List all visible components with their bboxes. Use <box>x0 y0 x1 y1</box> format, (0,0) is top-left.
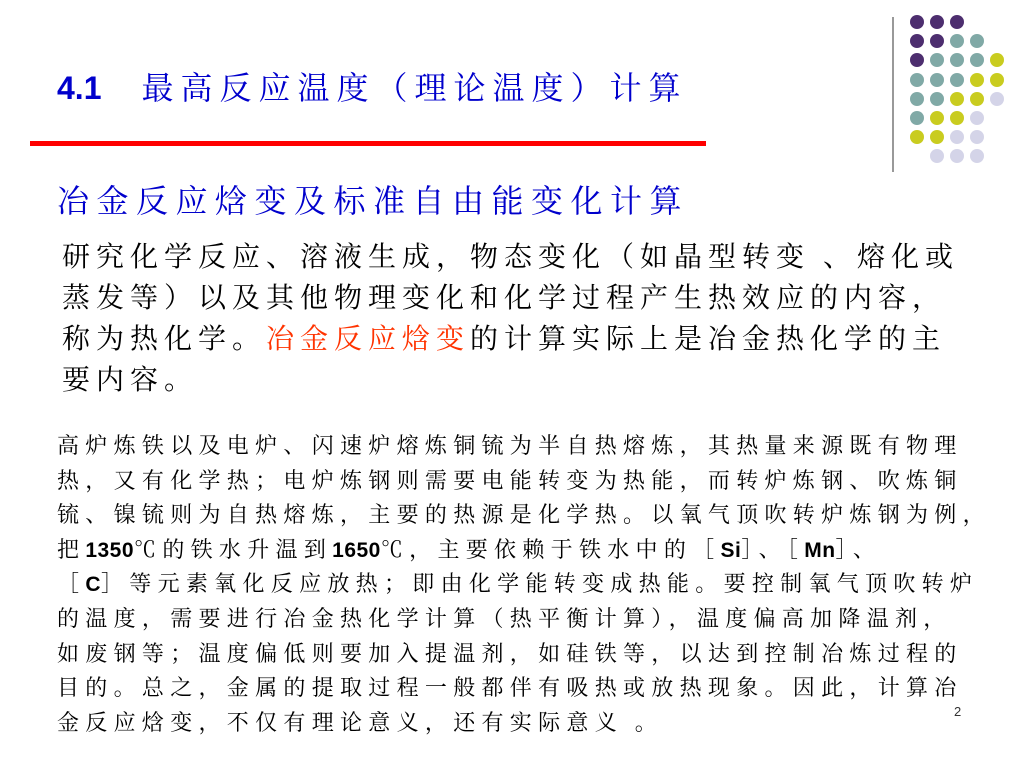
element-symbol: C <box>85 573 101 597</box>
decor-dot-teal <box>950 34 964 48</box>
paragraph-line <box>62 278 959 319</box>
decor-dot-teal <box>910 92 924 106</box>
decor-dot-purple <box>910 53 924 67</box>
element-symbol: Mn <box>804 538 836 562</box>
temperature-value: 1650 <box>332 538 381 562</box>
decor-dot-grid <box>910 15 1004 165</box>
decor-dot-purple <box>930 15 944 29</box>
decor-dot-lavender <box>950 130 964 144</box>
decor-dot-teal <box>910 73 924 87</box>
page-number: 2 <box>954 704 962 719</box>
decor-divider <box>892 17 894 172</box>
decor-dot-teal <box>950 73 964 87</box>
paragraph-line <box>62 237 959 278</box>
text-run: 把 <box>57 536 86 562</box>
decor-dot-yellow <box>930 130 944 144</box>
title-text: 最高反应温度（理论温度）计算 <box>141 70 688 106</box>
decor-dot-yellow <box>970 92 984 106</box>
text-run: 称为热化学。 <box>62 324 267 355</box>
section-number: 4.1 <box>57 70 102 106</box>
text-run: 锍、镍锍则为自热熔炼，主要的热源是化学热。以氧气顶吹转炉炼钢为例， <box>57 502 991 528</box>
text-run: 如废钢等；温度偏低则要加入提温剂，如硅铁等，以达到控制冶炼过程的 <box>57 640 963 666</box>
decor-dot-lavender <box>970 111 984 125</box>
paragraph-line <box>57 498 991 533</box>
title-underline <box>30 141 706 146</box>
text-run: 高炉炼铁以及电炉、闪速炉熔炼铜锍为半自热熔炼，其热量来源既有物理 <box>57 433 963 458</box>
paragraph-line <box>62 319 959 360</box>
decor-dot-purple <box>910 15 924 29</box>
slide-title <box>57 66 688 110</box>
text-run: 蒸发等）以及其他物理变化和化学过程产生热效应的内容， <box>62 283 947 314</box>
text-run: 的计算实际上是冶金热化学的主 <box>470 324 947 355</box>
highlighted-term: 冶金反应焓变 <box>266 324 471 355</box>
paragraph-line <box>57 671 991 706</box>
element-symbol: Si <box>720 538 742 562</box>
decor-dot-yellow <box>950 92 964 106</box>
decor-dot-teal <box>970 34 984 48</box>
slide-subtitle: 冶金反应焓变及标准自由能变化计算 <box>57 183 690 219</box>
decor-dot-yellow <box>950 111 964 125</box>
text-run: 金反应焓变，不仅有理论意义，还有实际意义 。 <box>57 709 664 735</box>
decor-dot-yellow <box>970 73 984 87</box>
intro-paragraph <box>62 237 959 401</box>
decor-dot-purple <box>910 34 924 48</box>
decor-dot-yellow <box>910 130 924 144</box>
decor-dot-teal <box>930 73 944 87</box>
decor-dot-teal <box>950 53 964 67</box>
paragraph-line <box>62 360 959 401</box>
text-run: 热，又有化学热；电炉炼钢则需要电能转变为热能，而转炉炼钢、吹炼铜 <box>57 467 963 493</box>
text-run: ］、 <box>835 536 882 562</box>
decor-dot-teal <box>930 92 944 106</box>
text-run: 的温度，需要进行冶金热化学计算（热平衡计算），温度偏高加降温剂， <box>57 605 952 631</box>
decor-dot-lavender <box>970 130 984 144</box>
decor-dot-yellow <box>990 53 1004 67</box>
paragraph-line <box>57 602 991 637</box>
text-run: ℃的铁水升温到 <box>134 536 333 562</box>
decor-dot-yellow <box>990 73 1004 87</box>
decor-dot-purple <box>930 34 944 48</box>
paragraph-line <box>57 706 991 741</box>
decor-dot-purple <box>950 15 964 29</box>
decor-dot-teal <box>910 111 924 125</box>
decor-dot-teal <box>970 53 984 67</box>
decor-dot-lavender <box>930 149 944 163</box>
temperature-value: 1350 <box>85 538 135 562</box>
decor-dot-teal <box>930 53 944 67</box>
text-run: ［ <box>57 571 86 597</box>
decor-dot-lavender <box>970 149 984 163</box>
decor-dot-yellow <box>930 111 944 125</box>
decor-dot-lavender <box>950 149 964 163</box>
text-run: 研究化学反应、溶液生成，物态变化（如晶型转变 、熔化或 <box>62 242 960 273</box>
detail-paragraph <box>57 429 991 740</box>
decor-dot-lavender <box>990 92 1004 106</box>
paragraph-line <box>57 637 991 672</box>
paragraph-line <box>57 567 991 602</box>
text-run: ］、［ <box>741 536 805 562</box>
text-run: ℃，主要依赖于铁水中的［ <box>380 536 721 562</box>
paragraph-line <box>57 464 991 499</box>
paragraph-line <box>57 429 991 464</box>
text-run: 目的。总之，金属的提取过程一般都伴有吸热或放热现象。因此，计算冶 <box>57 675 963 701</box>
paragraph-line <box>57 533 991 568</box>
text-run: ］等元素氧化反应放热；即由化学能转变成热能。要控制氧气顶吹转炉 <box>100 571 979 597</box>
text-run: 要内容。 <box>62 365 199 396</box>
